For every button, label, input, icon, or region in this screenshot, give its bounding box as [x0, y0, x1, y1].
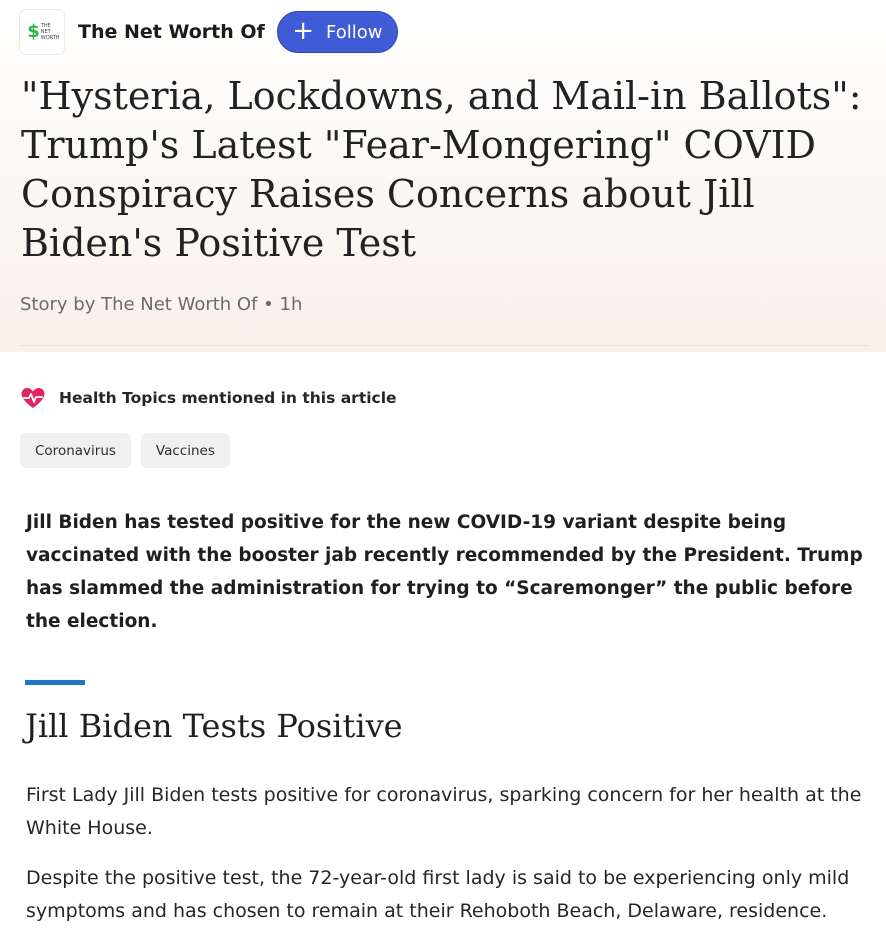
health-topic-chips: [20, 433, 866, 468]
topic-chip-coronavirus[interactable]: Coronavirus: [20, 433, 131, 468]
publisher-name[interactable]: The Net Worth Of: [78, 21, 265, 43]
health-topics-header: [20, 387, 866, 409]
topic-chip-vaccines[interactable]: Vaccines: [141, 433, 230, 468]
header-divider: [20, 345, 870, 346]
article-byline: Story by The Net Worth Of • 1h: [20, 294, 303, 315]
health-topics-label: Health Topics mentioned in this article: [59, 389, 397, 407]
article-headline: "Hysteria, Lockdowns, and Mail-in Ballots": Trump's Latest "Fear-Mongering" COVID Conspiracy Raises Concerns about Jill Biden's Positive Test: [21, 74, 862, 265]
article-paragraph: Despite the positive test, the 72-year-old first lady is said to be experiencing only mild symptoms and has chosen to remain at their Rehoboth Beach, Delaware, residence.: [26, 867, 850, 922]
heart-pulse-icon: [20, 387, 46, 409]
section-accent-bar: [25, 680, 85, 685]
article-paragraph: First Lady Jill Biden tests positive for coronavirus, sparking concern for her health at the White House.: [26, 784, 862, 839]
article-lede: Jill Biden has tested positive for the new COVID-19 variant despite being vaccinated with the booster jab recently recommended by the President. Trump has slammed the administration for trying to “Scaremonger” the public before the election.: [26, 512, 863, 632]
publisher-logo[interactable]: [20, 10, 64, 54]
plus-icon: +: [292, 16, 314, 46]
section-title: Jill Biden Tests Positive: [25, 707, 403, 745]
logo-text: THE NET WORTH: [40, 23, 60, 41]
follow-label: Follow: [325, 21, 383, 43]
follow-button[interactable]: [277, 11, 398, 53]
logo-dollar-mark: $: [27, 21, 40, 42]
publisher-row: [20, 0, 866, 64]
